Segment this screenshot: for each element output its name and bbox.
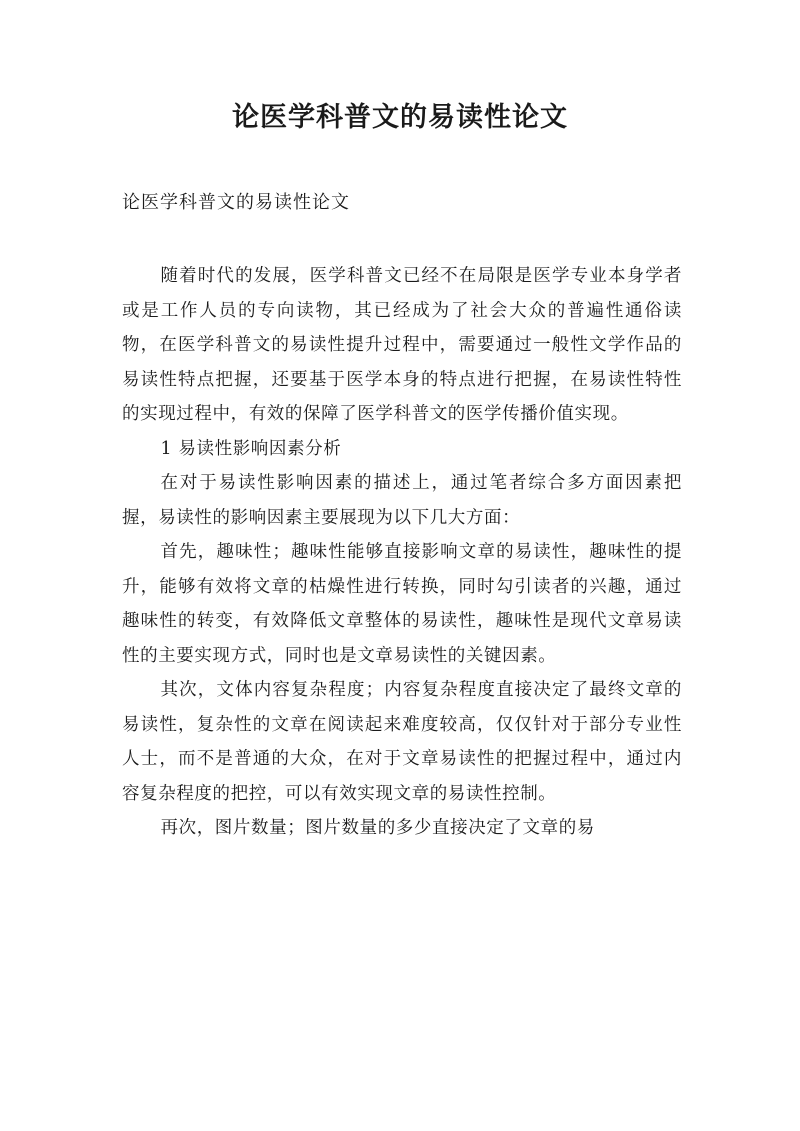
paragraph-complexity: 其次，文体内容复杂程度；内容复杂程度直接决定了最终文章的易读性，复杂性的文章在阅读起来难度较高，仅仅针对于部分专业性人士，而不是普通的大众，在对于文章易读性的把握过程中，通过内容复杂程度的把控，可以有效实现文章的易读性控制。 [122,680,682,804]
document-subtitle: 论医学科普文的易读性论文 [122,192,350,213]
section-heading: 1 易读性影响因素分析 [160,438,342,459]
document-body [122,259,682,846]
paragraph-intro: 随着时代的发展，医学科普文已经不在局限是医学专业本身学者或是工作人员的专向读物，其已经成为了社会大众的普遍性通俗读物，在医学科普文的易读性提升过程中，需要通过一般性文学作品的易读性特点把握，还要基于医学本身的特点进行把握，在易读性特性的实现过程中，有效的保障了医学科普文的医学传播价值实现。 [122,266,682,424]
paragraph-images: 再次，图片数量；图片数量的多少直接决定了文章的易 [160,818,595,838]
document-title: 论医学科普文的易读性论文 [232,102,568,133]
paragraph-interest: 首先，趣味性；趣味性能够直接影响文章的易读性，趣味性的提升，能够有效将文章的枯燥性进行转换，同时勾引读者的兴趣，通过趣味性的转变，有效降低文章整体的易读性，趣味性是现代文章易读性的主要实现方式，同时也是文章易读性的关键因素。 [122,542,682,666]
paragraph-factors-intro: 在对于易读性影响因素的描述上，通过笔者综合多方面因素把握，易读性的影响因素主要展现为以下几大方面： [122,473,682,528]
